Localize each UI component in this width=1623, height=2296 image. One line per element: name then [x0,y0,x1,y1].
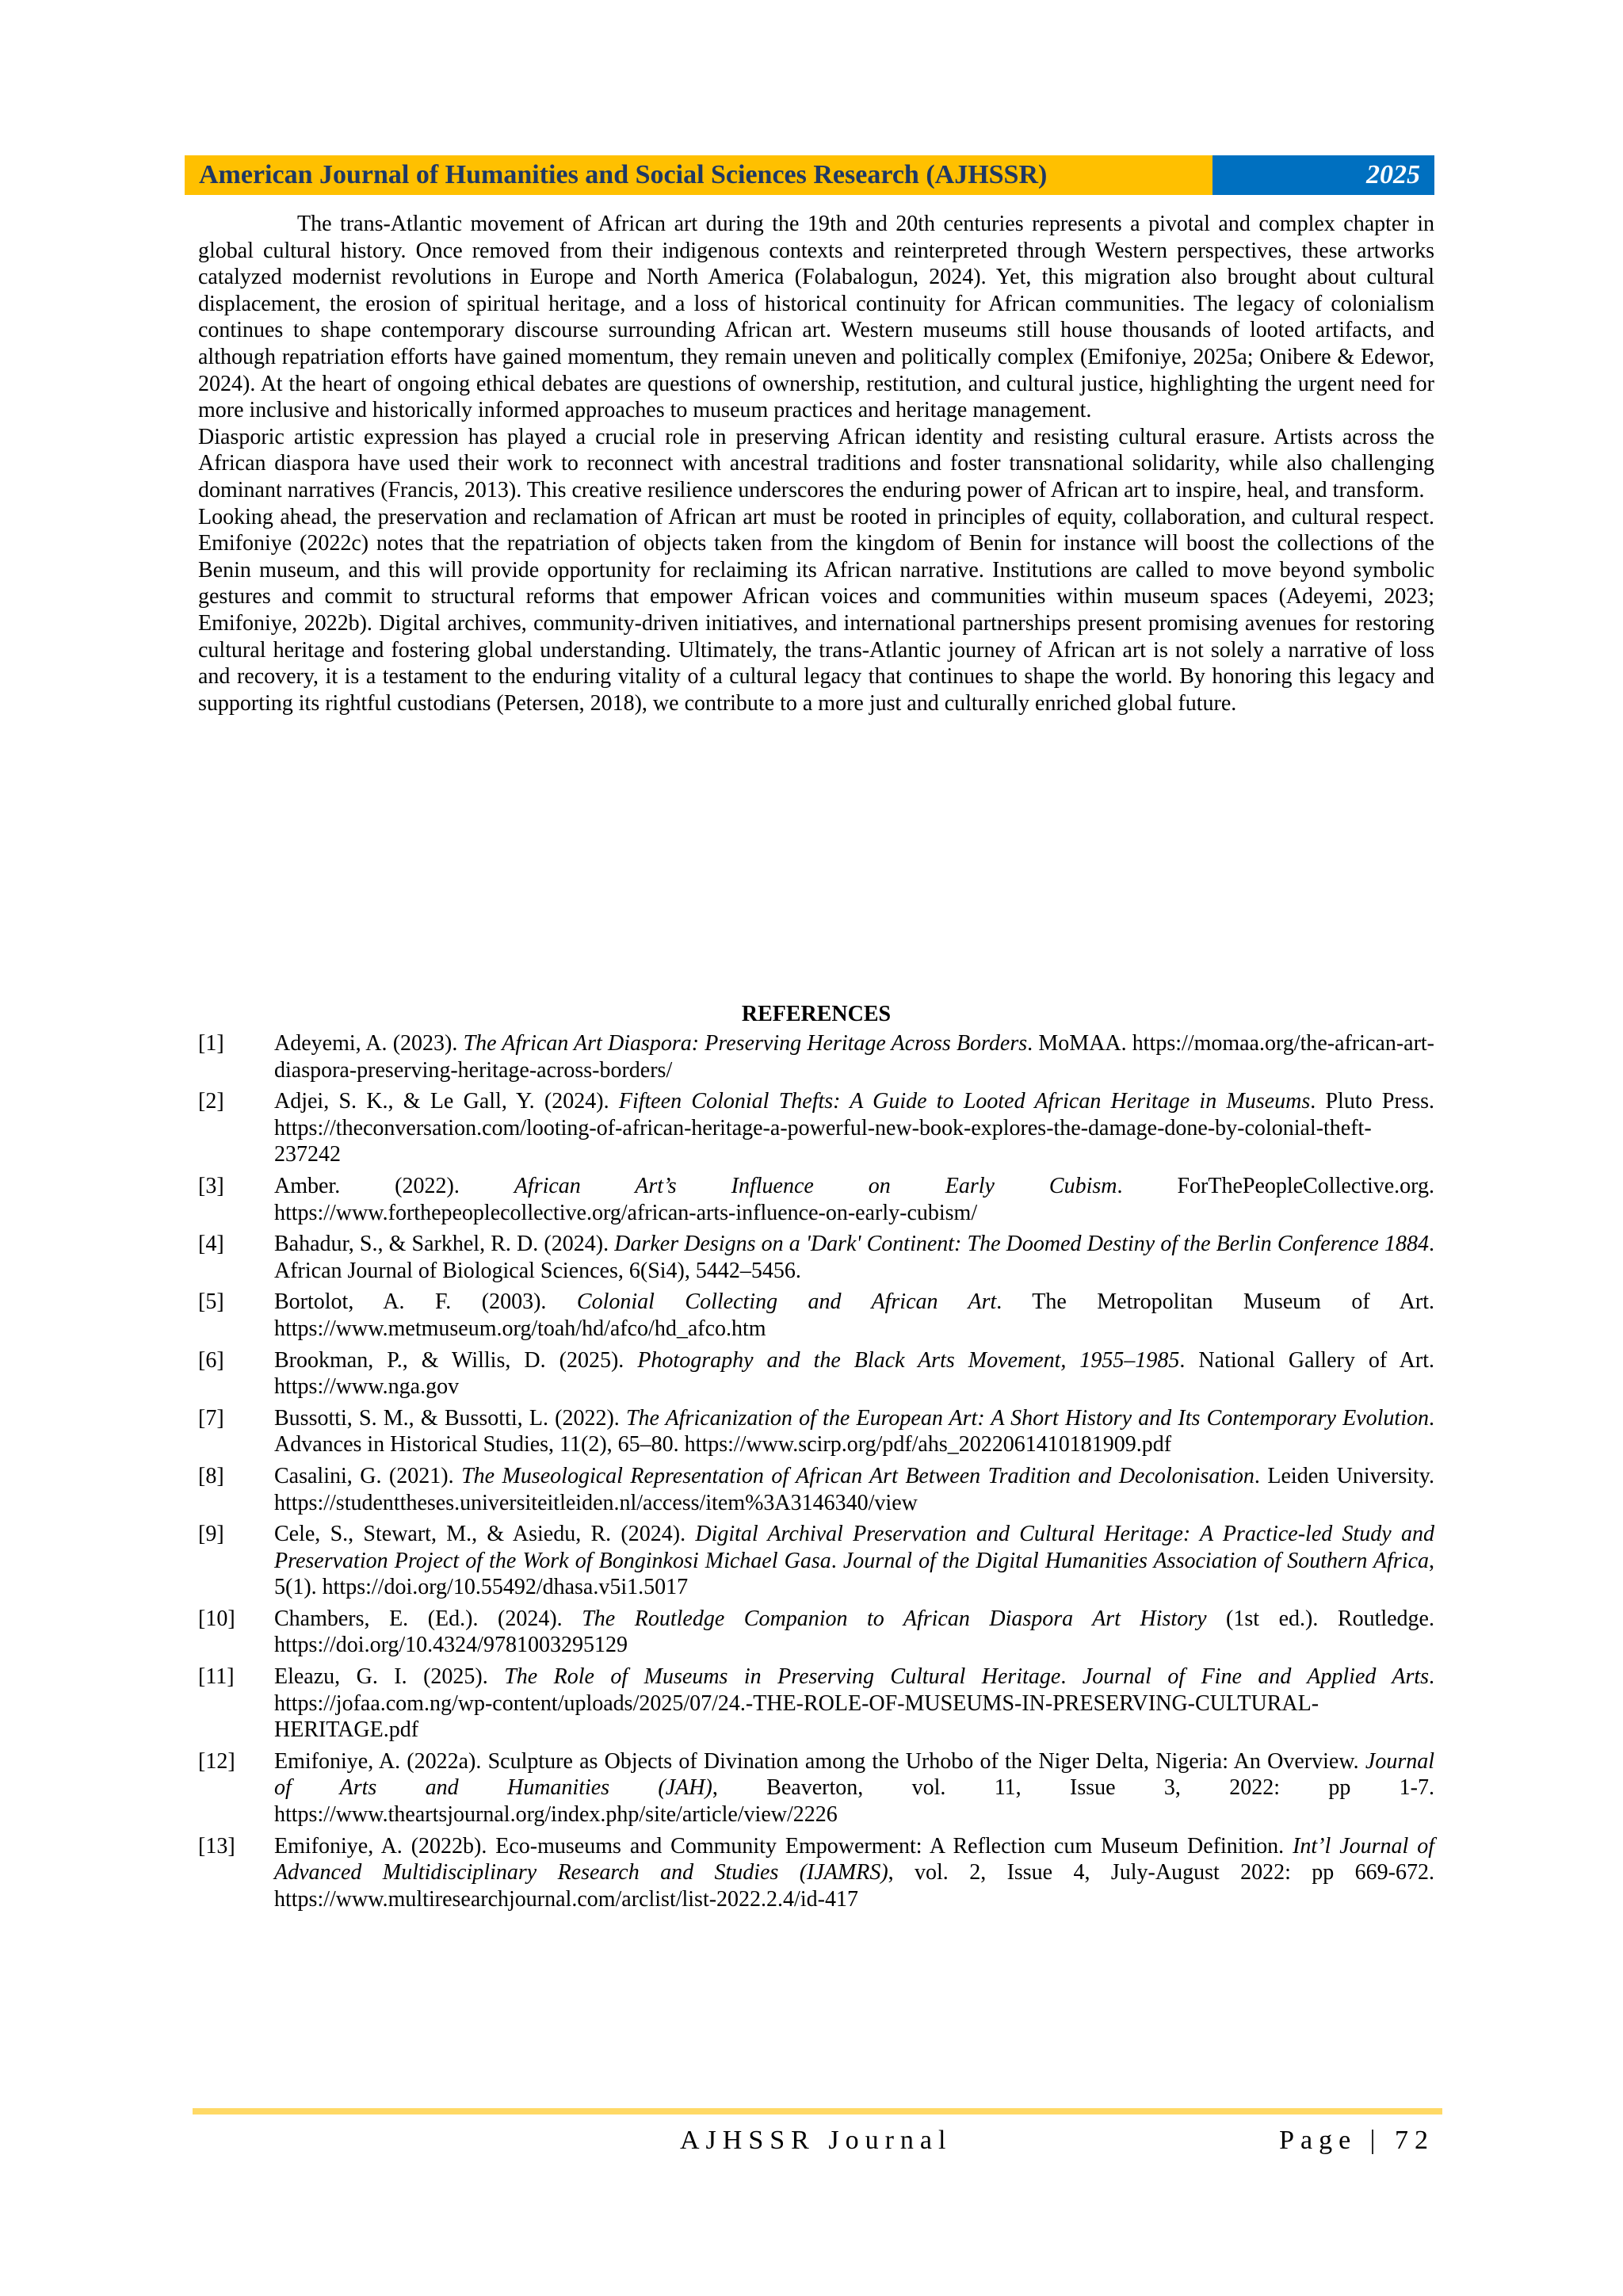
ref-part: Eleazu, G. I. (2025). [274,1664,505,1690]
ref-part: , Beaverton, vol. 11, Issue 3, 2022: pp 1-7. https://www.theartsjournal.org/index.php/site/article/view/2226 [274,1775,1435,1828]
ref-part: (1st ed.). Routledge. https://doi.org/10.4324/9781003295129 [274,1606,1434,1658]
ref-title: Darker Designs on a 'Dark' Continent: The Doomed Destiny of the Berlin Conference 1884 [614,1232,1429,1257]
ref-part: Emifoniye, A. (2022b). Eco-museums and Community Empowerment: A Reflection cum Museum Definition. [274,1833,1293,1859]
page-number: Page | 72 [1279,2126,1434,2155]
reference-number: [1] [198,1031,224,1056]
reference-number: [9] [198,1522,224,1547]
reference-number: [2] [198,1089,224,1114]
reference-item [198,1748,1434,1828]
ref-part: , vol. 2, Issue 4, July-August 2022: pp 669-672. https://www.multiresearchjournal.com/arclist/list-2022.2.4/id-417 [274,1860,1434,1912]
ref-title: Journal of Arts and Humanities (JAH) [274,1748,1434,1801]
ref-part: Chambers, E. (Ed.). (2024). [274,1606,582,1631]
reference-item [198,1664,1434,1744]
references-list [198,1030,1434,1917]
paragraph: Diasporic artistic expression has played a crucial role in preserving African identity and resisting cultural erasure. Artists across the African diaspora have used their work to reconnect with ancestral traditions and foster transnational solidarity, while also challenging dominant narratives (Francis, 2013). This creative resilience underscores the enduring power of African art to inspire, heal, and transform. [198,424,1434,502]
paragraph: Looking ahead, the preservation and reclamation of African art must be rooted in principles of equity, collaboration, and cultural respect. Emifoniye (2022c) notes that the repatriation of objects taken from the kingdom of Benin for instance will boost the collections of the Benin museum, and this will provide opportunity for reclaiming its African narrative. Institutions are called to move beyond symbolic gestures and commit to structural reforms that empower African voices and communities within museum spaces (Adeyemi, 2023; Emifoniye, 2022b). Digital archives, community-driven initiatives, and international partnerships present promising avenues for restoring cultural heritage and fostering global understanding. Ultimately, the trans-Atlantic journey of African art is not solely a narrative of loss and recovery, it is a testament to the enduring vitality of a cultural legacy that continues to shape the world. By honoring this legacy and supporting its rightful custodians (Petersen, 2018), we contribute to a more just and culturally enriched global future. [198,504,1434,716]
reference-text [274,1606,1434,1659]
ref-part: Bahadur, S., & Sarkhel, R. D. (2024). [274,1232,615,1257]
ref-part: . National Gallery of Art. https://www.nga.gov [274,1347,1434,1400]
ref-title: The Museological Representation of African Art Between Tradition and Decolonisation [461,1463,1254,1488]
reference-item [198,1173,1434,1226]
reference-item [198,1088,1434,1168]
ref-title: Digital Archival Preservation and Cultural Heritage: A Practice-led Study and Preservation Project of the Work of Bonginkosi Michael Gasa [274,1522,1434,1573]
reference-item [198,1833,1434,1913]
ref-title: Photography and the Black Arts Movement, 1955–1985 [637,1347,1180,1373]
reference-text [274,1030,1434,1083]
ref-part: . Advances in Historical Studies, 11(2), 65–80. https://www.scirp.org/pdf/ahs_2022061410181909.pdf [274,1405,1434,1457]
reference-number: [11] [198,1664,235,1690]
reference-item [198,1289,1434,1342]
reference-number: [5] [198,1289,224,1315]
ref-title: The Role of Museums in Preserving Cultural Heritage [504,1664,1061,1690]
ref-part: Casalini, G. (2021). [274,1463,462,1488]
footer-rule [193,2108,1442,2115]
reference-number: [8] [198,1463,224,1488]
ref-part: . [831,1548,843,1573]
reference-number: [10] [198,1606,235,1631]
reference-text [274,1231,1434,1284]
reference-number: [7] [198,1405,224,1431]
body-text [198,211,1434,716]
ref-title: The Africanization of the European Art: A Short History and Its Contemporary Evolution [625,1405,1429,1431]
ref-part: Amber. (2022). [274,1173,514,1198]
ref-source: Journal of the Digital Humanities Association of Southern Africa [842,1548,1429,1573]
ref-part: . Leiden University. https://studenttheses.universiteitleiden.nl/access/item%3A3146340/view [274,1463,1434,1515]
reference-text [274,1833,1434,1913]
ref-part: . https://jofaa.com.ng/wp-content/uploads/2025/07/24.-THE-ROLE-OF-MUSEUMS-IN-PRESERVING-CULTURAL-HERITAGE.pdf [274,1664,1435,1743]
ref-part: Cele, S., Stewart, M., & Asiedu, R. (2024). [274,1522,696,1547]
ref-part: . MoMAA. https://momaa.org/the-african-art-diaspora-preserving-heritage-across-borders/ [274,1031,1434,1083]
reference-number: [6] [198,1347,224,1373]
reference-item [198,1606,1434,1659]
ref-part: Bortolot, A. F. (2003). [274,1289,577,1315]
reference-text [274,1521,1434,1601]
ref-part: , 5(1). https://doi.org/10.55492/dhasa.v5i1.5017 [274,1548,1434,1600]
journal-title: American Journal of Humanities and Social Sciences Research (AJHSSR) [185,155,1212,195]
ref-source: Journal of Fine and Applied Arts [1082,1664,1430,1690]
paragraph: The trans-Atlantic movement of African art during the 19th and 20th centuries represents a pivotal and complex chapter in global cultural history. Once removed from their indigenous contexts and reinterpreted through Western perspectives, these artworks catalyzed modernist revolutions in Europe and North America (Folabalogun, 2024). Yet, this migration also brought about cultural displacement, the erosion of spiritual heritage, and a loss of historical continuity for African communities. The legacy of colonialism continues to shape contemporary discourse surrounding African art. Western museums still house thousands of looted artifacts, and although repatriation efforts have gained momentum, they remain uneven and politically complex (Emifoniye, 2025a; Onibere & Edewor, 2024). At the heart of ongoing ethical debates are questions of ownership, restitution, and cultural justice, highlighting the urgent need for more inclusive and historically informed approaches to museum practices and heritage management. [198,212,1434,423]
journal-year: 2025 [1212,155,1434,195]
ref-part: Bussotti, S. M., & Bussotti, L. (2022). [274,1405,626,1431]
reference-text [274,1173,1434,1226]
ref-part: . Pluto Press. https://theconversation.com/looting-of-african-heritage-a-powerful-new-book-explores-the-damage-done-by-colonial-theft-237242 [274,1089,1434,1167]
reference-text [274,1748,1434,1828]
ref-title: Colonial Collecting and African Art [576,1289,997,1315]
reference-item [198,1030,1434,1083]
ref-title: Fifteen Colonial Thefts: A Guide to Looted African Heritage in Museums [618,1089,1311,1114]
reference-text [274,1289,1434,1342]
reference-text [274,1347,1434,1400]
reference-item [198,1231,1434,1284]
reference-number: [13] [198,1833,235,1859]
reference-number: [4] [198,1232,224,1257]
ref-part: Adeyemi, A. (2023). [274,1031,464,1056]
ref-part: . African Journal of Biological Sciences, 6(Si4), 5442–5456. [274,1232,1434,1283]
reference-item [198,1521,1434,1601]
reference-text [274,1088,1434,1168]
reference-item [198,1347,1434,1400]
reference-number: [12] [198,1748,235,1774]
ref-title: Int’l Journal of Advanced Multidisciplinary Research and Studies (IJAMRS) [274,1833,1435,1885]
reference-number: [3] [198,1173,224,1198]
references-heading: REFERENCES [741,1002,892,1026]
ref-title: The African Art Diaspora: Preserving Heritage Across Borders [463,1031,1028,1056]
reference-text [274,1405,1434,1458]
ref-part: . ForThePeopleCollective.org. https://www.forthepeoplecollective.org/african-arts-influence-on-early-cubism/ [274,1173,1435,1225]
running-header [185,155,1434,195]
footer-journal: AJHSSR Journal [680,2126,953,2155]
ref-part: Brookman, P., & Willis, D. (2025). [274,1347,638,1373]
ref-part: . [1060,1664,1083,1690]
ref-part: Emifoniye, A. (2022a). Sculpture as Objects of Divination among the Urhobo of the Niger Delta, Nigeria: An Overview. [274,1748,1365,1774]
reference-item [198,1405,1434,1458]
page-footer [193,2121,1434,2160]
ref-part: Adjei, S. K., & Le Gall, Y. (2024). [274,1089,619,1114]
reference-text [274,1664,1434,1744]
ref-title: The Routledge Companion to African Diaspora Art History [582,1606,1207,1631]
ref-part: . The Metropolitan Museum of Art. https://www.metmuseum.org/toah/hd/afco/hd_afco.htm [274,1289,1434,1341]
ref-title: African Art’s Influence on Early Cubism [514,1173,1117,1198]
reference-text [274,1463,1434,1516]
reference-item [198,1463,1434,1516]
